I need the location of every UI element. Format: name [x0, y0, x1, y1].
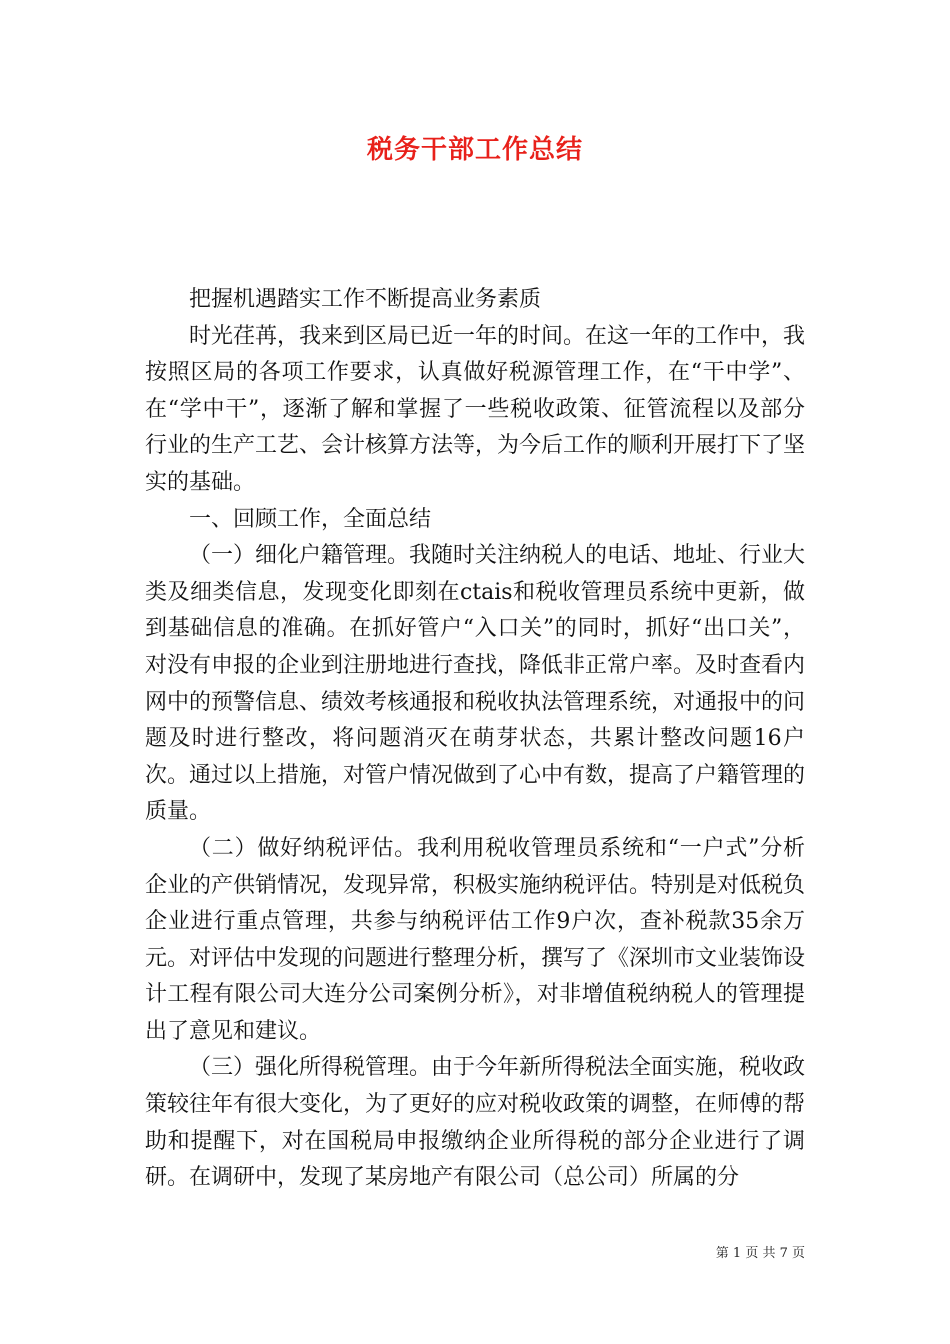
paragraph-household-management: （一）细化户籍管理。我随时关注纳税人的电话、地址、行业大类及细类信息，发现变化即刻在ctais和税收管理员系统中更新，做到基础信息的准确。在抓好管户“入口关”的同时，抓好“出口关”，对没有申报的企业到注册地进行查找，降低非正常户率。及时查看内网中的预警信息、绩效考核通报和税收执法管理系统，对通报中的问题及时进行整改，将问题消灭在萌芽状态，共累计整改问题16户次。通过以上措施，对管户情况做到了心中有数，提高了户籍管理的质量。 — [145, 543, 806, 825]
page-number: 第 1 页 共 7 页 — [715, 1246, 805, 1261]
paragraph-intro: 时光荏苒，我来到区局已近一年的时间。在这一年的工作中，我按照区局的各项工作要求，认真做好税源管理工作，在“干中学”、在“学中干”，逐渐了解和掌握了一些税收政策、征管流程以及部分行业的生产工艺、会计核算方法等，为今后工作的顺利开展打下了坚实的基础。 — [145, 323, 806, 495]
document-title: 税务干部工作总结 — [366, 135, 583, 165]
section-heading: 一、回顾工作，全面总结 — [189, 506, 432, 532]
paragraph-subtitle: 把握机遇踏实工作不断提高业务素质 — [189, 287, 542, 312]
document-body — [145, 282, 805, 1197]
paragraph-tax-assessment: （二）做好纳税评估。我利用税收管理员系统和“一户式”分析企业的产供销情况，发现异常，积极实施纳税评估。特别是对低税负企业进行重点管理，共参与纳税评估工作9户次，查补税款35余万元。对评估中发现的问题进行整理分析，撰写了《深圳市文业装饰设计工程有限公司大连分公司案例分析》，对非增值税纳税人的管理提出了意见和建议。 — [145, 835, 806, 1044]
paragraph-income-tax: （三）强化所得税管理。由于今年新所得税法全面实施，税收政策较往年有很大变化，为了更好的应对税收政策的调整，在师傅的帮助和提醒下，对在国税局申报缴纳企业所得税的部分企业进行了调研。在调研中，发现了某房地产有限公司（总公司）所属的分 — [145, 1055, 806, 1191]
